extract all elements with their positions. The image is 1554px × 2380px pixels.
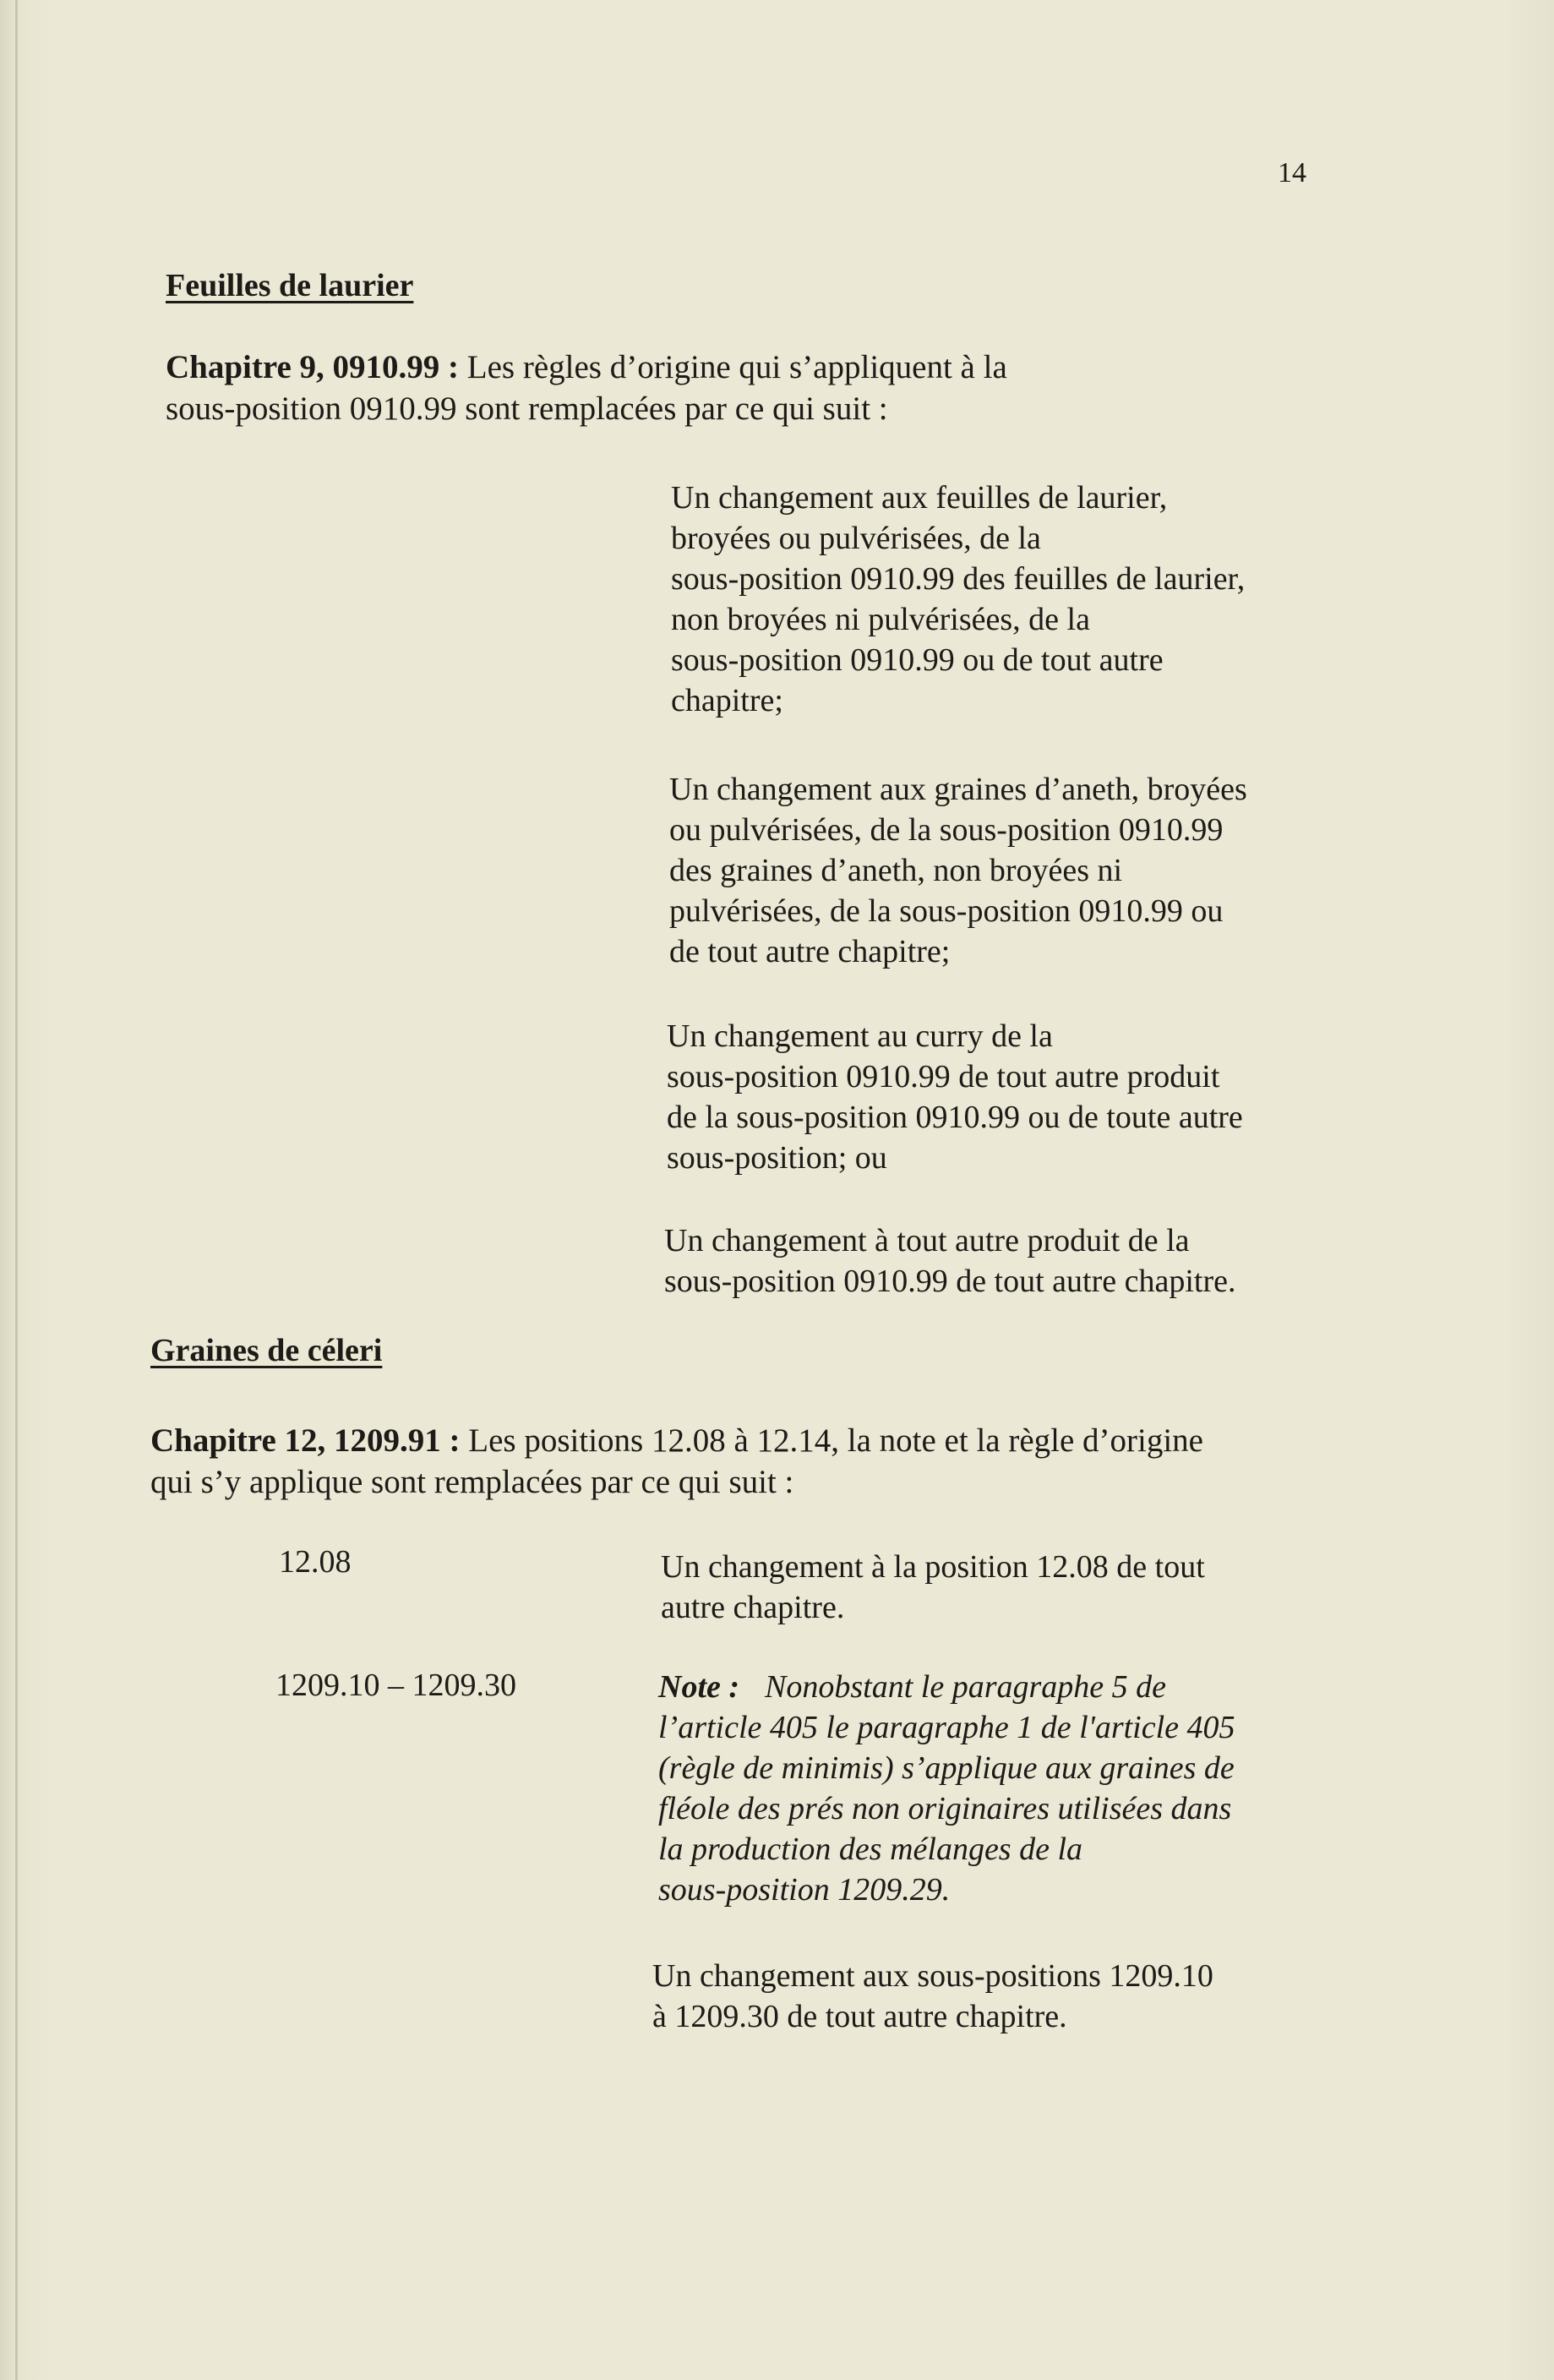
rule-line: Un changement aux graines d’aneth, broyées bbox=[669, 772, 1247, 807]
rule-line: Un changement à tout autre produit de la bbox=[664, 1223, 1190, 1258]
rule-line: Un changement aux sous-positions 1209.10 bbox=[652, 1958, 1213, 1994]
note-line: fléole des prés non originaires utilisées dans bbox=[658, 1791, 1232, 1826]
rule-line: des graines d’aneth, non broyées ni bbox=[669, 853, 1123, 888]
section2-intro-line-2: qui s’y applique sont remplacées par ce qui suit : bbox=[150, 1464, 794, 1500]
tariff-code-1209-10-1209-30: 1209.10 – 1209.30 bbox=[275, 1668, 516, 1703]
rule-feuilles-de-laurier bbox=[671, 478, 1245, 721]
section-heading-graines-de-celeri: Graines de céleri bbox=[150, 1333, 383, 1368]
note-line: (règle de minimis) s’applique aux graines de bbox=[658, 1750, 1235, 1786]
rule-line: sous-position 0910.99 de tout autre chapitre. bbox=[664, 1264, 1236, 1299]
rule-line: sous-position; ou bbox=[667, 1140, 887, 1176]
note-label: Note : bbox=[658, 1669, 740, 1705]
note-line: Nonobstant le paragraphe 5 de bbox=[765, 1669, 1167, 1705]
rule-curry bbox=[667, 1016, 1243, 1178]
section1-intro-line-2: sous-position 0910.99 sont remplacées par ce qui suit : bbox=[166, 390, 888, 427]
section2-intro-line-1: Les positions 12.08 à 12.14, la note et la règle d’origine bbox=[460, 1422, 1203, 1459]
rule-line: broyées ou pulvérisées, de la bbox=[671, 521, 1041, 556]
rule-line: Un changement à la position 12.08 de tout bbox=[661, 1549, 1205, 1585]
rule-line: sous-position 0910.99 de tout autre produit bbox=[667, 1059, 1220, 1094]
rule-line: de tout autre chapitre; bbox=[669, 934, 951, 969]
rule-graines-aneth bbox=[669, 769, 1247, 972]
rule-line: Un changement au curry de la bbox=[667, 1018, 1053, 1054]
rule-line: sous-position 0910.99 ou de tout autre bbox=[671, 642, 1164, 678]
rule-line: à 1209.30 de tout autre chapitre. bbox=[652, 1999, 1067, 2034]
rule-line: Un changement aux feuilles de laurier, bbox=[671, 480, 1168, 516]
section1-intro-line-1: Les règles d’origine qui s’appliquent à la bbox=[459, 349, 1007, 385]
section-heading-feuilles-de-laurier: Feuilles de laurier bbox=[166, 268, 414, 303]
rule-autre-produit bbox=[664, 1220, 1236, 1302]
note-line: l’article 405 le paragraphe 1 de l'article 405 bbox=[658, 1710, 1235, 1745]
rule-line: chapitre; bbox=[671, 683, 783, 718]
rule-line: ou pulvérisées, de la sous-position 0910.99 bbox=[669, 812, 1224, 848]
rule-line: sous-position 0910.99 des feuilles de laurier, bbox=[671, 561, 1246, 597]
section1-intro bbox=[166, 347, 1007, 429]
note-line: la production des mélanges de la bbox=[658, 1831, 1083, 1867]
rule-line: de la sous-position 0910.99 ou de toute autre bbox=[667, 1100, 1243, 1135]
rule-line: pulvérisées, de la sous-position 0910.99 ou bbox=[669, 893, 1224, 929]
page-number: 14 bbox=[1278, 157, 1306, 188]
tariff-code-12-08: 12.08 bbox=[279, 1544, 352, 1580]
rule-position-12-08 bbox=[661, 1547, 1205, 1628]
note-de-minimis bbox=[658, 1667, 1235, 1910]
rule-sous-positions-1209 bbox=[652, 1956, 1213, 2037]
rule-line: non broyées ni pulvérisées, de la bbox=[671, 602, 1090, 637]
page-spine-shadow bbox=[15, 0, 18, 2380]
rule-line: autre chapitre. bbox=[661, 1590, 845, 1625]
section2-intro bbox=[150, 1420, 1203, 1503]
section2-intro-label: Chapitre 12, 1209.91 : bbox=[150, 1422, 461, 1459]
note-line: sous-position 1209.29. bbox=[658, 1872, 951, 1908]
section1-intro-label: Chapitre 9, 0910.99 : bbox=[166, 349, 460, 385]
